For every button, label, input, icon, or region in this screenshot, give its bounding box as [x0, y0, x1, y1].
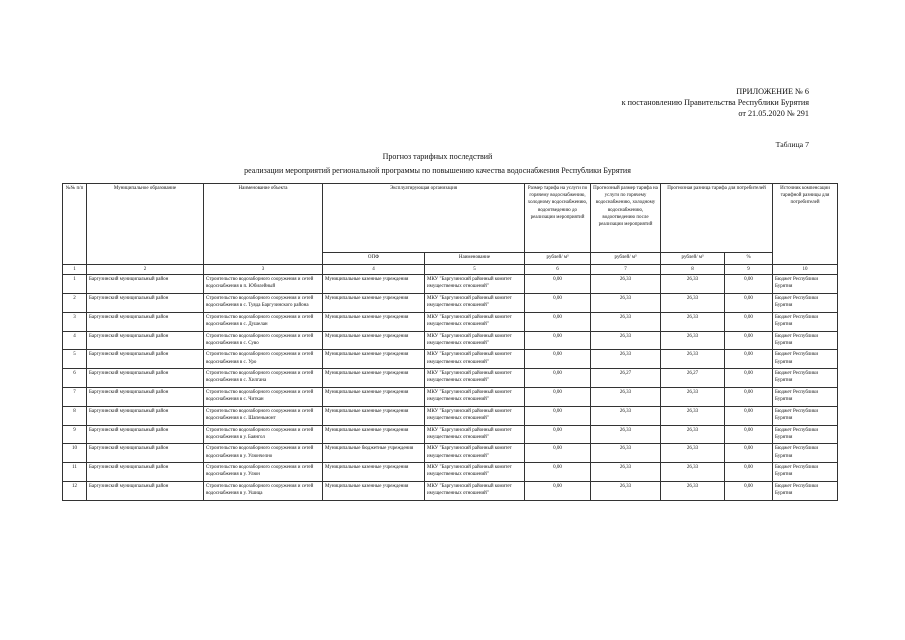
row-compensation-source: Бюджет Республики Бурятия	[773, 463, 838, 482]
row-number: 7	[63, 387, 87, 406]
row-opf: Муниципальные казенные учреждения	[323, 463, 425, 482]
table-row	[63, 312, 838, 331]
document-titles	[0, 150, 875, 178]
row-opf: Муниципальные казенные учреждения	[323, 425, 425, 444]
row-object: Строительство водозаборного сооружения и сетей водоснабжения в с. Читкан	[204, 387, 323, 406]
table-row	[63, 387, 838, 406]
row-tariff-after: 26,33	[591, 481, 661, 500]
header-org-name: Наименование	[425, 253, 525, 265]
row-tariff-before: 0,00	[525, 425, 591, 444]
header-unit-after: рублей/ м³	[591, 253, 661, 265]
appendix-block	[622, 86, 809, 119]
document-title: Прогноз тарифных последствий	[382, 152, 493, 161]
row-number: 4	[63, 331, 87, 350]
row-compensation-source: Бюджет Республики Бурятия	[773, 387, 838, 406]
table-row	[63, 444, 838, 463]
header-object: Наименование объекта	[204, 184, 323, 265]
row-tariff-after: 26,33	[591, 406, 661, 425]
row-municipality: Баргузинский муниципальный район	[87, 387, 204, 406]
row-number: 10	[63, 444, 87, 463]
row-tariff-after: 26,33	[591, 331, 661, 350]
header-unit-percent: %	[725, 253, 773, 265]
row-tariff-before: 0,00	[525, 350, 591, 369]
row-tariff-percent: 0,00	[725, 275, 773, 294]
row-municipality: Баргузинский муниципальный район	[87, 331, 204, 350]
table-row	[63, 294, 838, 313]
row-opf: Муниципальные казенные учреждения	[323, 275, 425, 294]
table-row	[63, 425, 838, 444]
document-subtitle: реализации мероприятий региональной программы по повышению качества водоснабжения Республики Бурятия	[244, 166, 631, 175]
row-opf: Муниципальные казенные учреждения	[323, 369, 425, 388]
row-number: 5	[63, 350, 87, 369]
row-organization: МКУ "Баргузинский районный комитет имущественных отношений"	[425, 369, 525, 388]
row-organization: МКУ "Баргузинский районный комитет имущественных отношений"	[425, 406, 525, 425]
column-number: 7	[591, 265, 661, 275]
header-unit-before: рублей/ м³	[525, 253, 591, 265]
row-tariff-difference: 26,33	[661, 406, 725, 425]
row-tariff-after: 26,33	[591, 294, 661, 313]
header-unit-difference: рублей/ м³	[661, 253, 725, 265]
row-tariff-percent: 0,00	[725, 463, 773, 482]
row-opf: Муниципальные казенные учреждения	[323, 350, 425, 369]
row-tariff-difference: 26,33	[661, 463, 725, 482]
row-tariff-after: 26,33	[591, 425, 661, 444]
row-tariff-after: 26,33	[591, 463, 661, 482]
table-row	[63, 369, 838, 388]
row-object: Строительство водозаборного сооружения и сетей водоснабжения в с. Суво	[204, 331, 323, 350]
row-opf: Муниципальные казенные учреждения	[323, 406, 425, 425]
header-opf: ОПФ	[323, 253, 425, 265]
appendix-title: ПРИЛОЖЕНИЕ № 6	[736, 87, 809, 96]
row-municipality: Баргузинский муниципальный район	[87, 369, 204, 388]
column-number: 5	[425, 265, 525, 275]
row-organization: МКУ "Баргузинский районный комитет имущественных отношений"	[425, 387, 525, 406]
column-number: 4	[323, 265, 425, 275]
row-tariff-percent: 0,00	[725, 481, 773, 500]
row-object: Строительство водозаборного сооружения и сетей водоснабжения в с. Хилгана	[204, 369, 323, 388]
row-compensation-source: Бюджет Республики Бурятия	[773, 331, 838, 350]
tariff-table	[62, 183, 838, 501]
column-number: 6	[525, 265, 591, 275]
row-organization: МКУ "Баргузинский районный комитет имущественных отношений"	[425, 294, 525, 313]
table-row	[63, 331, 838, 350]
row-organization: МКУ "Баргузинский районный комитет имущественных отношений"	[425, 312, 525, 331]
row-object: Строительство водозаборного сооружения и сетей водоснабжения в с. Шапеньмонт	[204, 406, 323, 425]
row-object: Строительство водозаборного сооружения и сетей водоснабжения в с. Туяда Баргузинского района	[204, 294, 323, 313]
row-tariff-after: 26,33	[591, 444, 661, 463]
column-number: 10	[773, 265, 838, 275]
header-municipality: Муниципальное образование	[87, 184, 204, 265]
row-municipality: Баргузинский муниципальный район	[87, 481, 204, 500]
row-organization: МКУ "Баргузинский районный комитет имущественных отношений"	[425, 425, 525, 444]
row-tariff-difference: 26,27	[661, 369, 725, 388]
row-number: 9	[63, 425, 87, 444]
row-compensation-source: Бюджет Республики Бурятия	[773, 350, 838, 369]
appendix-date: от 21.05.2020 № 291	[738, 109, 809, 118]
column-number: 8	[661, 265, 725, 275]
row-tariff-before: 0,00	[525, 312, 591, 331]
table-row	[63, 481, 838, 500]
row-tariff-percent: 0,00	[725, 425, 773, 444]
row-municipality: Баргузинский муниципальный район	[87, 312, 204, 331]
row-tariff-difference: 26,33	[661, 387, 725, 406]
row-tariff-after: 26,33	[591, 387, 661, 406]
row-compensation-source: Бюджет Республики Бурятия	[773, 294, 838, 313]
row-organization: МКУ "Баргузинский районный комитет имущественных отношений"	[425, 331, 525, 350]
row-number: 2	[63, 294, 87, 313]
row-number: 1	[63, 275, 87, 294]
row-compensation-source: Бюджет Республики Бурятия	[773, 481, 838, 500]
column-number: 2	[87, 265, 204, 275]
row-tariff-difference: 26,33	[661, 294, 725, 313]
row-municipality: Баргузинский муниципальный район	[87, 350, 204, 369]
column-number: 3	[204, 265, 323, 275]
row-tariff-difference: 26,33	[661, 350, 725, 369]
row-opf: Муниципальные казенные учреждения	[323, 387, 425, 406]
row-object: Строительство водозаборного сооружения и сетей водоснабжения в у. Ушица	[204, 481, 323, 500]
row-tariff-percent: 0,00	[725, 406, 773, 425]
row-organization: МКУ "Баргузинский районный комитет имущественных отношений"	[425, 350, 525, 369]
row-tariff-percent: 0,00	[725, 312, 773, 331]
row-compensation-source: Бюджет Республики Бурятия	[773, 444, 838, 463]
column-number: 9	[725, 265, 773, 275]
row-compensation-source: Бюджет Республики Бурятия	[773, 275, 838, 294]
row-tariff-difference: 26,33	[661, 331, 725, 350]
row-tariff-percent: 0,00	[725, 387, 773, 406]
appendix-decree: к постановлению Правительства Республики Бурятия	[621, 98, 809, 107]
header-tariff-after: Прогнозный размер тарифа на услуги по горячему водоснабжению, холодному водоснабжению, водоотведению после реализации мероприятий	[591, 184, 661, 253]
row-organization: МКУ "Баргузинский районный комитет имущественных отношений"	[425, 463, 525, 482]
row-object: Строительство водозаборного сооружения и сетей водоснабжения в с. Душелан	[204, 312, 323, 331]
row-municipality: Баргузинский муниципальный район	[87, 275, 204, 294]
row-municipality: Баргузинский муниципальный район	[87, 425, 204, 444]
row-tariff-difference: 26,33	[661, 425, 725, 444]
row-compensation-source: Бюджет Республики Бурятия	[773, 425, 838, 444]
row-organization: МКУ "Баргузинский районный комитет имущественных отношений"	[425, 481, 525, 500]
row-tariff-before: 0,00	[525, 444, 591, 463]
row-object: Строительство водозаборного сооружения и сетей водоснабжения в у. Улюнчелно	[204, 444, 323, 463]
row-tariff-before: 0,00	[525, 406, 591, 425]
table-row	[63, 350, 838, 369]
row-tariff-percent: 0,00	[725, 350, 773, 369]
row-number: 6	[63, 369, 87, 388]
row-opf: Муниципальные казенные учреждения	[323, 481, 425, 500]
row-tariff-before: 0,00	[525, 275, 591, 294]
row-tariff-percent: 0,00	[725, 369, 773, 388]
row-tariff-after: 26,33	[591, 275, 661, 294]
row-opf: Муниципальные казенные учреждения	[323, 331, 425, 350]
row-tariff-difference: 26,33	[661, 275, 725, 294]
row-tariff-before: 0,00	[525, 387, 591, 406]
row-tariff-after: 26,27	[591, 369, 661, 388]
row-tariff-percent: 0,00	[725, 331, 773, 350]
row-tariff-percent: 0,00	[725, 444, 773, 463]
row-number: 11	[63, 463, 87, 482]
table-label: Таблица 7	[775, 140, 809, 149]
row-object: Строительство водозаборного сооружения и сетей водоснабжения в п. Юбилейный	[204, 275, 323, 294]
row-tariff-after: 26,33	[591, 350, 661, 369]
header-operator: Эксплуатирующая организация	[323, 184, 525, 253]
row-opf: Муниципальные бюджетные учреждения	[323, 444, 425, 463]
row-municipality: Баргузинский муниципальный район	[87, 463, 204, 482]
row-compensation-source: Бюджет Республики Бурятия	[773, 369, 838, 388]
row-compensation-source: Бюджет Республики Бурятия	[773, 406, 838, 425]
row-tariff-before: 0,00	[525, 331, 591, 350]
row-tariff-difference: 26,33	[661, 312, 725, 331]
column-number-row	[63, 265, 838, 275]
row-compensation-source: Бюджет Республики Бурятия	[773, 312, 838, 331]
row-municipality: Баргузинский муниципальный район	[87, 294, 204, 313]
row-object: Строительство водозаборного сооружения и сетей водоснабжения в у. Улюн	[204, 463, 323, 482]
row-tariff-after: 26,33	[591, 312, 661, 331]
table-row	[63, 463, 838, 482]
table-row	[63, 406, 838, 425]
row-tariff-before: 0,00	[525, 294, 591, 313]
row-opf: Муниципальные казенные учреждения	[323, 312, 425, 331]
row-object: Строительство водозаборного сооружения и сетей водоснабжения в у. Баянгол	[204, 425, 323, 444]
header-tariff-difference: Прогнозная разница тарифа для потребителей	[661, 184, 773, 253]
header-compensation-source: Источник компенсации тарифной разницы для потребителей	[773, 184, 838, 265]
column-number: 1	[63, 265, 87, 275]
row-tariff-before: 0,00	[525, 463, 591, 482]
table-row	[63, 275, 838, 294]
row-tariff-difference: 26,33	[661, 481, 725, 500]
row-number: 8	[63, 406, 87, 425]
row-organization: МКУ "Баргузинский районный комитет имущественных отношений"	[425, 275, 525, 294]
row-tariff-percent: 0,00	[725, 294, 773, 313]
row-object: Строительство водозаборного сооружения и сетей водоснабжения в с. Уро	[204, 350, 323, 369]
header-number: №№ п/п	[63, 184, 87, 265]
row-municipality: Баргузинский муниципальный район	[87, 406, 204, 425]
row-municipality: Баргузинский муниципальный район	[87, 444, 204, 463]
row-opf: Муниципальные казенные учреждения	[323, 294, 425, 313]
header-tariff-before: Размер тарифа на услуги по горячему водоснабжению, холодному водоснабжению, водоотведению до реализации мероприятий	[525, 184, 591, 253]
row-number: 3	[63, 312, 87, 331]
row-tariff-difference: 26,33	[661, 444, 725, 463]
row-tariff-before: 0,00	[525, 369, 591, 388]
row-organization: МКУ "Баргузинский районный комитет имущественных отношений"	[425, 444, 525, 463]
row-tariff-before: 0,00	[525, 481, 591, 500]
row-number: 12	[63, 481, 87, 500]
